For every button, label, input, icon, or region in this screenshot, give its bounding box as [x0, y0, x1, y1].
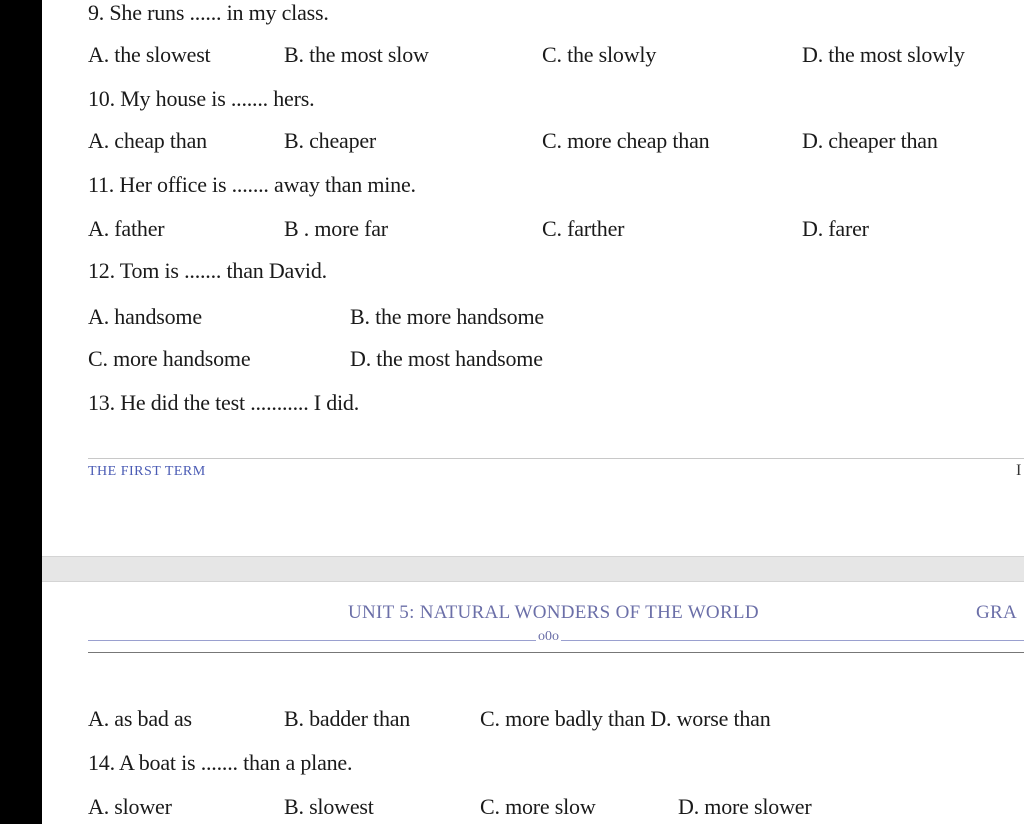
question-10-option-a: A. cheap than: [88, 128, 207, 153]
question-13-option-b: B. badder than: [284, 706, 411, 731]
unit-title-right-cut: GRA: [976, 602, 1018, 623]
term-header: THE FIRST TERM: [88, 464, 206, 479]
question-14-option-d: D. more slower: [678, 794, 812, 819]
question-13-stem: 13. He did the test ........... I did.: [88, 390, 360, 415]
question-12-stem: 12. Tom is ....... than David.: [88, 258, 327, 283]
question-10-option-b: B. cheaper: [284, 128, 377, 153]
worksheet-page: [42, 0, 1024, 824]
question-9-option-d: D. the most slowly: [802, 42, 965, 67]
right-edge-mark: I: [1016, 462, 1022, 479]
unit-rule-bottom: [88, 652, 1024, 653]
unit-title: UNIT 5: NATURAL WONDERS OF THE WORLD: [348, 602, 759, 623]
unit-ornament: o0o: [538, 629, 559, 644]
question-14-option-a: A. slower: [88, 794, 172, 819]
question-11-option-d: D. farer: [802, 216, 869, 241]
page-break-band: [42, 556, 1024, 582]
question-14-option-b: B. slowest: [284, 794, 374, 819]
question-14-option-c: C. more slow: [480, 794, 596, 819]
question-14-stem: 14. A boat is ....... than a plane.: [88, 750, 353, 775]
question-9-stem: 9. She runs ...... in my class.: [88, 0, 329, 25]
question-9-option-a: A. the slowest: [88, 42, 211, 67]
question-13-option-cd: C. more badly than D. worse than: [480, 706, 771, 731]
question-13-option-a: A. as bad as: [88, 706, 192, 731]
question-12-option-b: B. the more handsome: [350, 304, 544, 329]
question-12-option-a: A. handsome: [88, 304, 202, 329]
question-11-option-a: A. father: [88, 216, 165, 241]
question-12-option-c: C. more handsome: [88, 346, 251, 371]
question-9-option-b: B. the most slow: [284, 42, 429, 67]
question-11-option-c: C. farther: [542, 216, 625, 241]
footer-rule: [88, 458, 1024, 459]
question-11-stem: 11. Her office is ....... away than mine.: [88, 172, 416, 197]
question-10-stem: 10. My house is ....... hers.: [88, 86, 315, 111]
question-10-option-c: C. more cheap than: [542, 128, 710, 153]
question-12-option-d: D. the most handsome: [350, 346, 543, 371]
question-11-option-b: B . more far: [284, 216, 388, 241]
question-10-option-d: D. cheaper than: [802, 128, 938, 153]
question-9-option-c: C. the slowly: [542, 42, 657, 67]
